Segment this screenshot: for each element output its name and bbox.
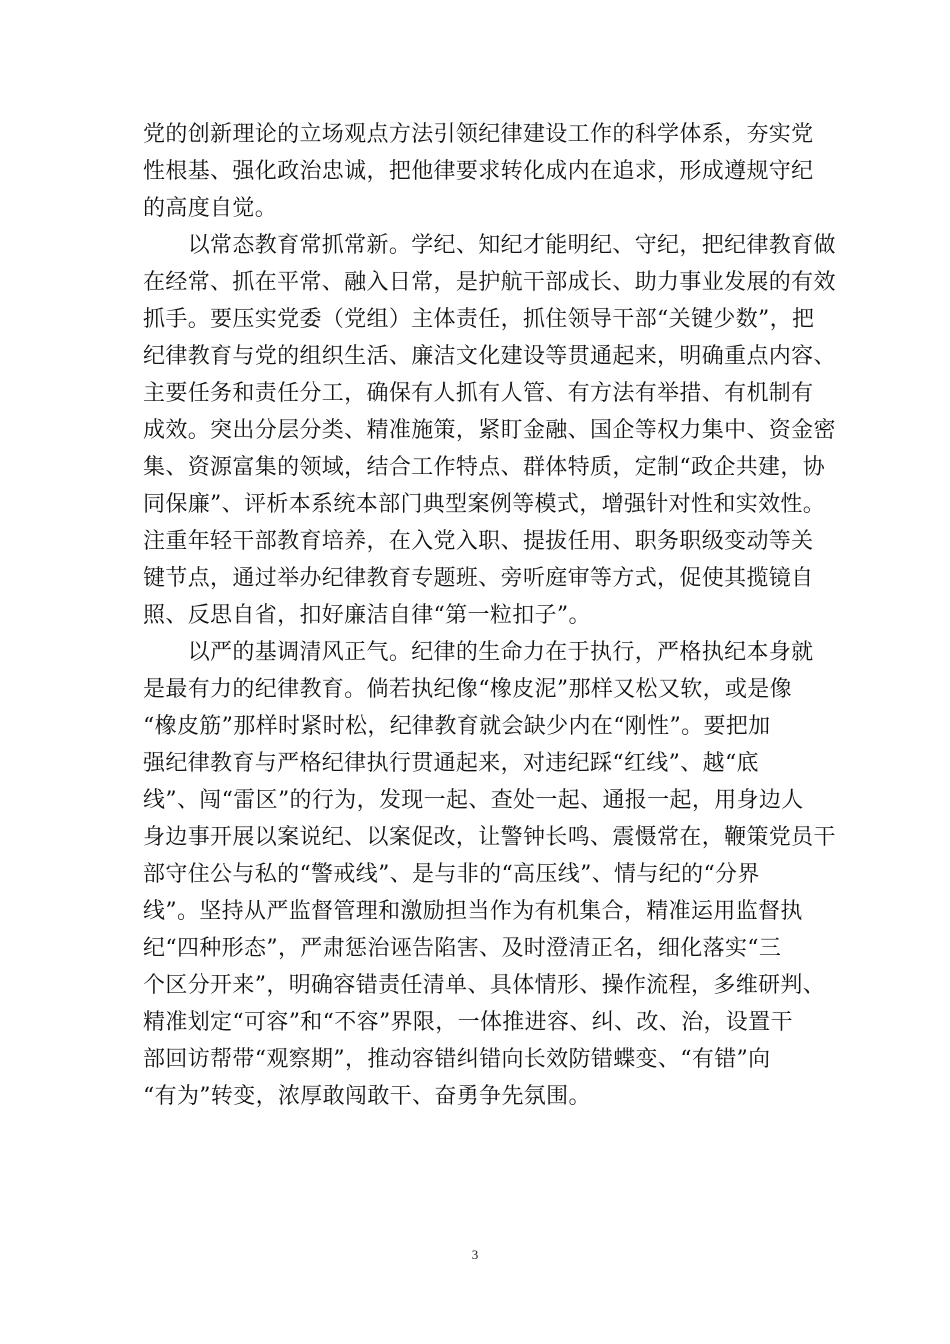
text-line: 强纪律教育与严格纪律执行贯通起来，对违纪踩“红线”、越“底: [143, 751, 759, 776]
text-line: 集、资源富集的领域，结合工作特点、群体特质，定制“政企共建，协: [143, 455, 826, 480]
text-line: 是最有力的纪律教育。倘若执纪像“橡皮泥”那样又松又软，或是像: [143, 677, 792, 702]
text-line: 照、反思自省，扣好廉洁自律“第一粒扣子”。: [143, 603, 591, 628]
text-line: 精准划定“可容”和“不容”界限，一体推进容、纠、改、治，设置干: [143, 1010, 793, 1035]
text-line: 抓手。要压实党委（党组）主体责任，抓住领导干部“关键少数”，把: [143, 307, 815, 332]
text-line: 线”、闯“雷区”的行为，发现一起、查处一起、通报一起，用身边人: [143, 788, 804, 813]
page-number: 3: [471, 1247, 479, 1262]
text-line: 纪“四种形态”，严肃惩治诬告陷害、及时澄清正名，细化落实“三: [143, 936, 782, 961]
text-line: 线”。坚持从严监督管理和激励担当作为有机集合，精准运用监督执: [143, 899, 803, 924]
text-line: 纪律教育与党的组织生活、廉洁文化建设等贯通起来，明确重点内容、: [143, 344, 836, 369]
body-text: [143, 116, 836, 1115]
text-line: “橡皮筋”那样时紧时松，纪律教育就会缺少内在“刚性”。要把加: [143, 714, 771, 739]
text-line: 在经常、抓在平常、融入日常，是护航干部成长、助力事业发展的有效: [143, 270, 836, 295]
text-line: “有为”转变，浓厚敢闯敢干、奋勇争先氛围。: [143, 1084, 591, 1109]
text-line: 主要任务和责任分工，确保有人抓有人管、有方法有举措、有机制有: [143, 381, 814, 406]
text-line: 成效。突出分层分类、精准施策，紧盯金融、国企等权力集中、资金密: [143, 418, 836, 443]
text-line: 以常态教育常抓常新。学纪、知纪才能明纪、守纪，把纪律教育做: [143, 233, 836, 258]
text-line: 党的创新理论的立场观点方法引领纪律建设工作的科学体系，夯实党: [143, 122, 814, 147]
text-line: 的高度自觉。: [143, 196, 278, 221]
text-line: 部回访帮带“观察期”，推动容错纠错向长效防错蝶变、“有错”向: [143, 1047, 771, 1072]
text-line: 注重年轻干部教育培养，在入党入职、提拔任用、职务职级变动等关: [143, 529, 814, 554]
text-line: 身边事开展以案说纪、以案促改，让警钟长鸣、震慑常在，鞭策党员干: [143, 825, 836, 850]
text-line: 部守住公与私的“警戒线”、是与非的“高压线”、情与纪的“分界: [143, 862, 760, 887]
text-line: 键节点，通过举办纪律教育专题班、旁听庭审等方式，促使其揽镜自: [143, 566, 814, 591]
text-line: 性根基、强化政治忠诚，把他律要求转化成内在追求，形成遵规守纪: [143, 159, 814, 184]
text-line: 同保廉”、评析本系统本部门典型案例等模式，增强针对性和实效性。: [143, 492, 826, 517]
text-line: 个区分开来”，明确容错责任清单、具体情形、操作流程，多维研判、: [143, 973, 826, 998]
text-line: 以严的基调清风正气。纪律的生命力在于执行，严格执纪本身就: [143, 640, 814, 665]
